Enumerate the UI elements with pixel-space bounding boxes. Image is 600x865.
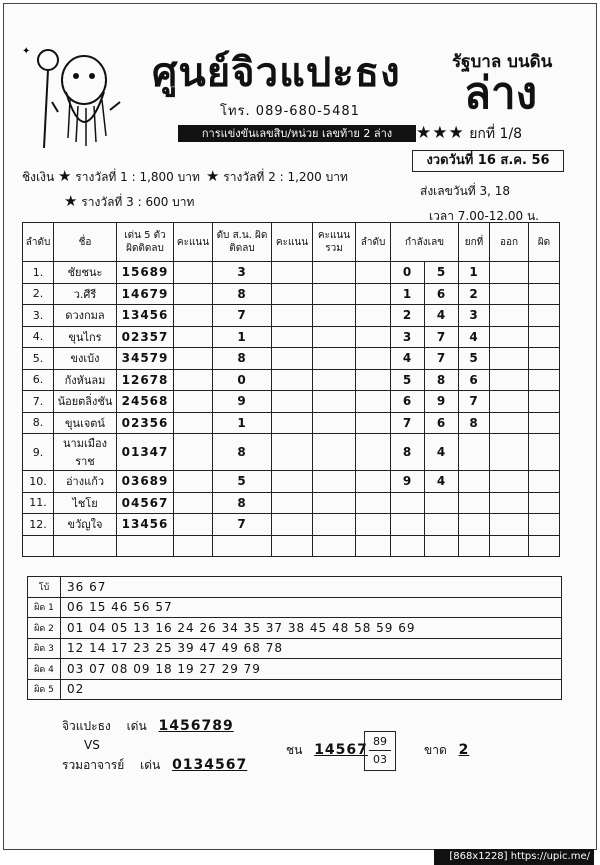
player-name: น้อยตลิ่งชัน (54, 391, 117, 413)
miss-cell (529, 471, 560, 493)
player-name: ขุนเจตน์ (54, 412, 117, 434)
pair-digit-1: 9 (391, 471, 425, 493)
gov-label: รัฐบาล บนดิน (452, 52, 553, 72)
pair-digit-1: 5 (391, 369, 425, 391)
hit-values: 06 15 46 56 57 (61, 597, 562, 618)
time-info: เวลา 7.00-12.00 น. (429, 209, 539, 223)
total-score-cell (313, 369, 356, 391)
score-cell (174, 514, 213, 536)
pair-digit-1: 4 (391, 348, 425, 370)
round-cell: 6 (459, 369, 490, 391)
star-icon: ★★★ (416, 123, 465, 143)
dab-pick: 8 (213, 492, 272, 514)
svg-text:✦: ✦ (22, 46, 31, 57)
hit-label: ผิด 1 (28, 597, 61, 618)
col-header: ดับ ส.น. ผิดติดลบ (213, 223, 272, 262)
hit-values: 36 67 (61, 577, 562, 598)
table-header-row (23, 223, 560, 262)
empty-cell (174, 535, 213, 557)
total-score-cell (313, 262, 356, 284)
dab-pick: 1 (213, 412, 272, 434)
rank-cell (356, 514, 391, 536)
hit-row (28, 618, 562, 639)
player-name: ไชโย (54, 492, 117, 514)
image-source-footer: [868x1228] https://upic.me/ (434, 849, 594, 865)
round-cell (459, 492, 490, 514)
rank-cell (356, 412, 391, 434)
score-cell (272, 492, 313, 514)
table-row (23, 471, 560, 493)
round-cell: 7 (459, 391, 490, 413)
row-index: 7. (23, 391, 54, 413)
score-cell (174, 492, 213, 514)
team1-line (62, 717, 234, 736)
score-cell (174, 348, 213, 370)
prize-2: รางวัลที่ 2 : 1,200 บาท (223, 170, 348, 184)
score-cell (174, 412, 213, 434)
team2-name: รวมอาจารย์ (62, 758, 125, 772)
round-cell: 4 (459, 326, 490, 348)
pair-digit-2: 4 (425, 305, 459, 327)
player-name: อ่างแก้ว (54, 471, 117, 493)
pair-digit-2: 9 (425, 391, 459, 413)
mascot-illustration (18, 42, 130, 154)
col-header: คะแนน (272, 223, 313, 262)
score-cell (272, 434, 313, 471)
player-name: ชัยชนะ (54, 262, 117, 284)
row-index: 8. (23, 412, 54, 434)
empty-cell (54, 535, 117, 557)
empty-cell (425, 535, 459, 557)
col-header: ออก (490, 223, 529, 262)
team2-line (62, 756, 247, 775)
player-name: นามเมืองราช (54, 434, 117, 471)
total-score-cell (313, 326, 356, 348)
score-cell (272, 412, 313, 434)
miss-cell (529, 391, 560, 413)
hit-row (28, 659, 562, 680)
miss-cell (529, 492, 560, 514)
five-digit-pick: 15689 (117, 262, 174, 284)
hits-table (27, 576, 562, 700)
five-digit-pick: 13456 (117, 514, 174, 536)
lang-label: ล่าง (464, 68, 538, 119)
five-digit-pick: 04567 (117, 492, 174, 514)
five-digit-pick: 01347 (117, 434, 174, 471)
row-index: 2. (23, 283, 54, 305)
player-name: ขวัญใจ (54, 514, 117, 536)
phone-number: โทร. 089-680-5481 (220, 104, 360, 119)
row-index: 4. (23, 326, 54, 348)
total-score-cell (313, 305, 356, 327)
miss-cell (529, 412, 560, 434)
miss-cell (529, 348, 560, 370)
rank-cell (356, 434, 391, 471)
round-cell: 8 (459, 412, 490, 434)
fraction-line (369, 750, 391, 751)
col-header: ชื่อ (54, 223, 117, 262)
pair-digit-1: 1 (391, 283, 425, 305)
dab-pick: 0 (213, 369, 272, 391)
hit-label: ผิด 5 (28, 679, 61, 700)
row-index: 6. (23, 369, 54, 391)
pair-digit-2: 7 (425, 348, 459, 370)
pair-digit-1: 6 (391, 391, 425, 413)
table-row (23, 412, 560, 434)
khat-value: 2 (458, 742, 470, 758)
out-cell (490, 283, 529, 305)
row-index: 11. (23, 492, 54, 514)
col-header: ลำดับ (356, 223, 391, 262)
star-icon: ★ (206, 167, 220, 185)
table-row (23, 434, 560, 471)
pair-digit-1: 7 (391, 412, 425, 434)
total-score-cell (313, 283, 356, 305)
rank-cell (356, 262, 391, 284)
total-score-cell (313, 514, 356, 536)
table-row (23, 514, 560, 536)
team1-name: จิวแปะธง (62, 719, 111, 733)
score-cell (272, 514, 313, 536)
rank-cell (356, 326, 391, 348)
player-name: ว.ศีรี (54, 283, 117, 305)
dab-pick: 7 (213, 305, 272, 327)
khat-line (424, 741, 469, 760)
pair-digit-2: 6 (425, 283, 459, 305)
total-score-cell (313, 434, 356, 471)
dab-pick: 3 (213, 262, 272, 284)
pair-digit-1 (391, 514, 425, 536)
dab-pick: 8 (213, 348, 272, 370)
out-cell (490, 412, 529, 434)
player-name: ขุนไกร (54, 326, 117, 348)
pair-digit-2: 4 (425, 434, 459, 471)
hit-label: ผิด 3 (28, 638, 61, 659)
pair-digit-1: 0 (391, 262, 425, 284)
round-cell (459, 471, 490, 493)
dab-pick: 5 (213, 471, 272, 493)
round-cell: 2 (459, 283, 490, 305)
hit-values: 01 04 05 13 16 24 26 34 35 37 38 45 48 58 59 69 (61, 618, 562, 639)
empty-cell (313, 535, 356, 557)
hit-values: 12 14 17 23 25 39 47 49 68 78 (61, 638, 562, 659)
five-digit-pick: 34579 (117, 348, 174, 370)
col-header: กำลังเลข (391, 223, 459, 262)
miss-cell (529, 514, 560, 536)
empty-cell (490, 535, 529, 557)
pair-digit-2: 7 (425, 326, 459, 348)
score-cell (174, 391, 213, 413)
hit-label: โบ้ (28, 577, 61, 598)
score-cell (272, 283, 313, 305)
score-cell (174, 305, 213, 327)
rank-cell (356, 471, 391, 493)
pair-digit-2: 8 (425, 369, 459, 391)
score-cell (174, 326, 213, 348)
row-index: 5. (23, 348, 54, 370)
miss-cell (529, 283, 560, 305)
hit-values: 02 (61, 679, 562, 700)
team2-value: 0134567 (172, 757, 248, 773)
score-cell (174, 369, 213, 391)
row-index: 10. (23, 471, 54, 493)
out-cell (490, 305, 529, 327)
score-cell (272, 348, 313, 370)
out-cell (490, 492, 529, 514)
five-digit-pick: 14679 (117, 283, 174, 305)
round-cell (459, 434, 490, 471)
row-index: 3. (23, 305, 54, 327)
prize-3: รางวัลที่ 3 : 600 บาท (81, 195, 195, 209)
col-header: ลำดับ (23, 223, 54, 262)
pair-digit-2: 4 (425, 471, 459, 493)
pair-digit-2: 6 (425, 412, 459, 434)
score-cell (272, 262, 313, 284)
out-cell (490, 434, 529, 471)
five-digit-pick: 12678 (117, 369, 174, 391)
miss-cell (529, 262, 560, 284)
pair-digit-2: 5 (425, 262, 459, 284)
score-cell (174, 262, 213, 284)
prize-1: รางวัลที่ 1 : 1,800 บาท (75, 170, 200, 184)
round-cell: 3 (459, 305, 490, 327)
hit-row (28, 638, 562, 659)
empty-cell (272, 535, 313, 557)
dab-pick: 8 (213, 434, 272, 471)
empty-cell (356, 535, 391, 557)
team1-value: 1456789 (158, 718, 234, 734)
hit-row (28, 597, 562, 618)
rank-cell (356, 391, 391, 413)
total-score-cell (313, 348, 356, 370)
competition-banner: การแข่งขันเลขสิบ/หน่วย เลขท้าย 2 ล่าง (178, 125, 416, 142)
dab-pick: 7 (213, 514, 272, 536)
fraction-top: 89 (373, 735, 387, 748)
five-digit-pick: 13456 (117, 305, 174, 327)
score-cell (174, 283, 213, 305)
prize-line-1 (22, 167, 200, 187)
out-cell (490, 348, 529, 370)
five-digit-pick: 24568 (117, 391, 174, 413)
total-score-cell (313, 492, 356, 514)
empty-cell (391, 535, 425, 557)
chon-label: ชน (286, 743, 303, 757)
dab-pick: 8 (213, 283, 272, 305)
pair-digit-1: 8 (391, 434, 425, 471)
team2-label: เด่น (140, 758, 161, 772)
out-cell (490, 514, 529, 536)
score-cell (174, 434, 213, 471)
col-header: ยกที่ (459, 223, 490, 262)
empty-cell (529, 535, 560, 557)
pair-digit-1: 3 (391, 326, 425, 348)
hit-row (28, 577, 562, 598)
rank-cell (356, 369, 391, 391)
star-icon: ★ (58, 167, 72, 185)
score-cell (272, 391, 313, 413)
vs-label: VS (84, 738, 100, 752)
player-name: ดวงกมล (54, 305, 117, 327)
dab-pick: 9 (213, 391, 272, 413)
table-row (23, 326, 560, 348)
total-score-cell (313, 471, 356, 493)
out-cell (490, 471, 529, 493)
empty-cell (459, 535, 490, 557)
table-row (23, 369, 560, 391)
table-row (23, 391, 560, 413)
pair-digit-1 (391, 492, 425, 514)
score-cell (272, 305, 313, 327)
score-cell (272, 471, 313, 493)
table-row (23, 348, 560, 370)
rank-cell (356, 492, 391, 514)
empty-cell (213, 535, 272, 557)
miss-cell (529, 326, 560, 348)
send-info: ส่งเลขวันที่ 3, 18 (420, 184, 511, 198)
empty-cell (23, 535, 54, 557)
round-cell (459, 514, 490, 536)
score-cell (174, 471, 213, 493)
prize-label: ชิงเงิน (22, 170, 55, 184)
round-cell: 5 (459, 348, 490, 370)
total-score-cell (313, 391, 356, 413)
hit-label: ผิด 4 (28, 659, 61, 680)
prize-line-3 (64, 192, 194, 212)
col-header: คะแนน (174, 223, 213, 262)
row-index: 1. (23, 262, 54, 284)
empty-cell (117, 535, 174, 557)
khat-label: ขาด (424, 743, 447, 757)
five-digit-pick: 02357 (117, 326, 174, 348)
out-cell (490, 391, 529, 413)
table-row (23, 262, 560, 284)
rank-cell (356, 348, 391, 370)
hit-row (28, 679, 562, 700)
rank-cell (356, 305, 391, 327)
score-cell (272, 326, 313, 348)
rank-cell (356, 283, 391, 305)
table-row (23, 305, 560, 327)
table-row (23, 283, 560, 305)
brand-title: ศูนย์จิวแปะธง (152, 49, 401, 96)
hit-values: 03 07 08 09 18 19 27 29 79 (61, 659, 562, 680)
pair-digit-1: 2 (391, 305, 425, 327)
row-index: 9. (23, 434, 54, 471)
star-icon: ★ (64, 192, 78, 210)
dab-pick: 1 (213, 326, 272, 348)
player-name: กังหันลม (54, 369, 117, 391)
prize-line-2 (206, 167, 348, 187)
miss-cell (529, 305, 560, 327)
player-name: ขงเบ้ง (54, 348, 117, 370)
col-header: คะแนน รวม (313, 223, 356, 262)
five-digit-pick: 03689 (117, 471, 174, 493)
out-cell (490, 326, 529, 348)
fraction-bottom: 03 (373, 753, 387, 766)
out-cell (490, 369, 529, 391)
total-score-cell (313, 412, 356, 434)
competition-table (22, 222, 560, 557)
out-cell (490, 262, 529, 284)
chon-line (286, 741, 368, 760)
round-label: ยกที่ 1/8 (469, 126, 523, 142)
col-header: ผิด (529, 223, 560, 262)
miss-cell (529, 369, 560, 391)
hit-label: ผิด 2 (28, 618, 61, 639)
table-row (23, 535, 560, 557)
round-info (416, 123, 522, 145)
miss-cell (529, 434, 560, 471)
row-index: 12. (23, 514, 54, 536)
team1-label: เด่น (126, 719, 147, 733)
pair-digit-2 (425, 492, 459, 514)
col-header: เด่น 5 ตัว ผิดติดลบ (117, 223, 174, 262)
draw-date-box: งวดวันที่ 16 ส.ค. 56 (412, 150, 564, 172)
score-cell (272, 369, 313, 391)
table-row (23, 492, 560, 514)
pair-digit-2 (425, 514, 459, 536)
five-digit-pick: 02356 (117, 412, 174, 434)
round-cell: 1 (459, 262, 490, 284)
chon-value: 14567 (314, 742, 368, 758)
fraction-box (364, 731, 396, 771)
